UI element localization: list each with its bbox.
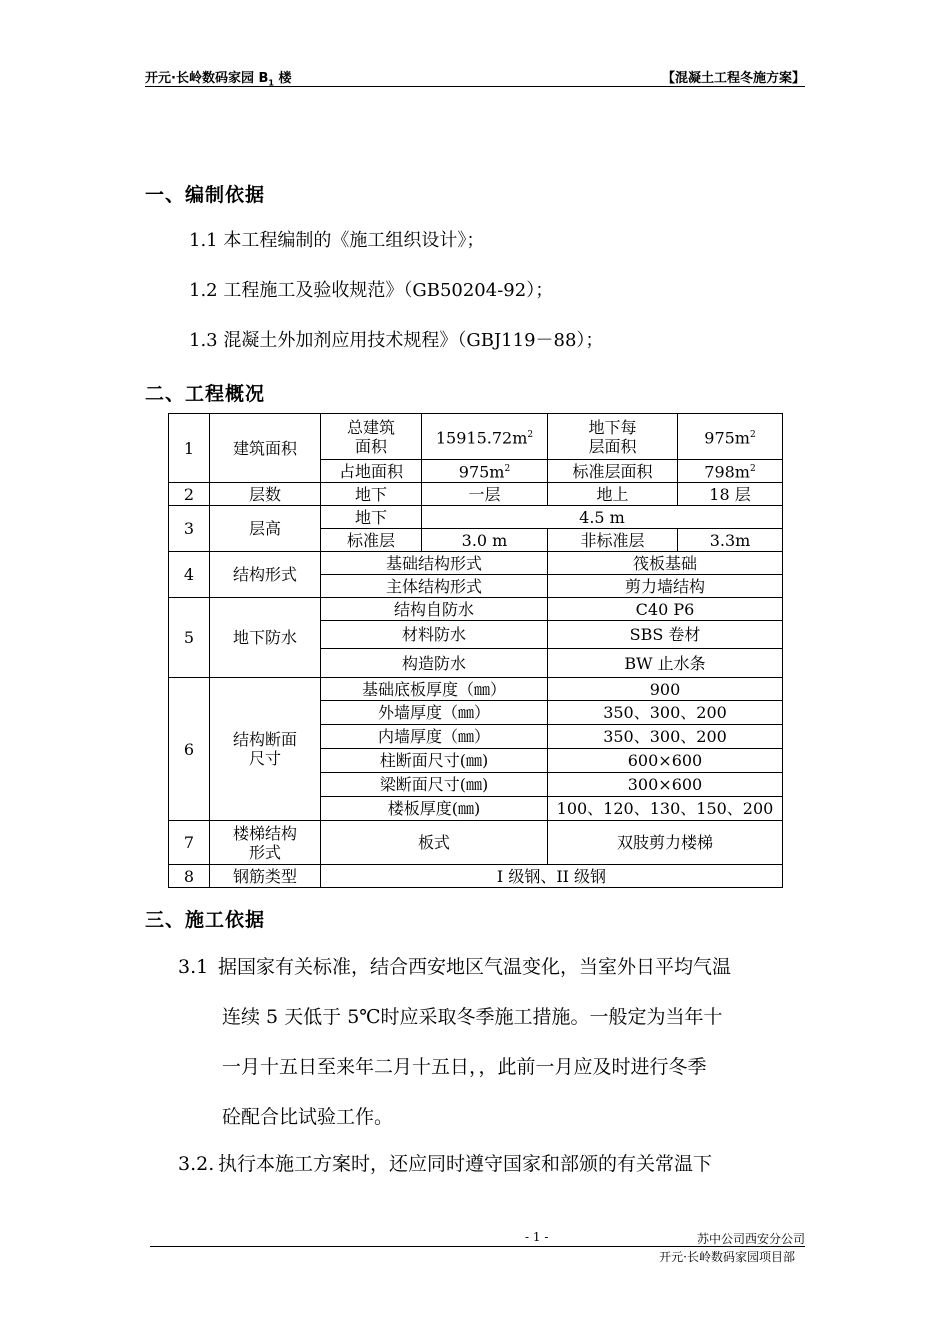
row-label: 地下防水 <box>210 598 321 678</box>
cell-value: I 级钢、II 级钢 <box>321 865 783 888</box>
paragraph-line: 据国家有关标准，结合西安地区气温变化，当室外日平均气温 <box>218 956 732 978</box>
cell-value: $975m^2$ <box>678 414 783 460</box>
cell-key: 地下每 层面积 <box>548 414 678 460</box>
paragraph-number: 3.2. <box>178 1153 215 1175</box>
page-number: - 1 - <box>525 1230 549 1244</box>
table-row <box>169 506 783 529</box>
cell-key: 柱断面尺寸(㎜) <box>321 749 548 773</box>
cell-key: 构造防水 <box>321 649 548 678</box>
table-row <box>169 483 783 506</box>
row-number: 3 <box>169 506 210 552</box>
cell-value: C40 P6 <box>548 598 783 621</box>
table-row <box>169 821 783 865</box>
row-label: 结构断面 尺寸 <box>210 678 321 821</box>
section-title-overview: 二、工程概况 <box>145 383 266 405</box>
cell-key: 结构自防水 <box>321 598 548 621</box>
cell-key: 梁断面尺寸(㎜) <box>321 773 548 797</box>
row-number: 4 <box>169 552 210 598</box>
paragraph-line: 一月十五日至来年二月十五日，，此前一月应及时进行冬季 <box>222 1056 707 1078</box>
cell-key: 外墙厚度（㎜） <box>321 701 548 725</box>
cell-value: SBS 卷材 <box>548 621 783 649</box>
cell-key: 基础底板厚度（㎜） <box>321 678 548 701</box>
cell-key: 地下 <box>321 483 422 506</box>
row-label: 层高 <box>210 506 321 552</box>
paragraph-line: 砼配合比试验工作。 <box>222 1106 394 1128</box>
cell-value: 100、120、130、150、200 <box>548 797 783 821</box>
cell-key: 基础结构形式 <box>321 552 548 575</box>
cell-key: 标准层面积 <box>548 460 678 483</box>
row-label: 楼梯结构 形式 <box>210 821 321 865</box>
paragraph-line: 连续 5 天低于 5℃时应采取冬季施工措施。一般定为当年十 <box>222 1006 723 1028</box>
table-row <box>169 414 783 460</box>
row-number: 2 <box>169 483 210 506</box>
cell-value: 300×600 <box>548 773 783 797</box>
table-row <box>169 865 783 888</box>
basis-item-3: 1.3 混凝土外加剂应用技术规程》（GBJ119－88）； <box>189 330 604 351</box>
row-number: 7 <box>169 821 210 865</box>
paragraph-line: 执行本施工方案时，还应同时遵守国家和部颁的有关常温下 <box>218 1153 713 1175</box>
cell-value: 600×600 <box>548 749 783 773</box>
cell-value: 350、300、200 <box>548 725 783 749</box>
paragraph-number: 3.1 <box>178 956 209 978</box>
cell-key: 材料防水 <box>321 621 548 649</box>
cell-value: 4.5 m <box>422 506 783 529</box>
table-row <box>169 598 783 621</box>
cell-key: 占地面积 <box>321 460 422 483</box>
row-number: 6 <box>169 678 210 821</box>
cell-value: 一层 <box>422 483 548 506</box>
cell-key: 总建筑 面积 <box>321 414 422 460</box>
row-number: 8 <box>169 865 210 888</box>
cell-key: 非标准层 <box>548 529 678 552</box>
row-label: 层数 <box>210 483 321 506</box>
footer-project: 开元·长岭数码家园项目部 <box>659 1250 795 1264</box>
row-label: 钢筋类型 <box>210 865 321 888</box>
cell-key: 地上 <box>548 483 678 506</box>
row-number: 5 <box>169 598 210 678</box>
cell-value: BW 止水条 <box>548 649 783 678</box>
cell-key: 地下 <box>321 506 422 529</box>
header-document-title: 【混凝土工程冬施方案】 <box>661 71 805 86</box>
table-row <box>169 552 783 575</box>
table-row <box>169 678 783 701</box>
header-subscript: 1 <box>268 78 274 88</box>
cell-value: 筏板基础 <box>548 552 783 575</box>
cell-value: 900 <box>548 678 783 701</box>
project-overview-table <box>168 413 783 888</box>
cell-value: $15915.72m^2$ <box>422 414 548 460</box>
cell-value: $975m^2$ <box>422 460 548 483</box>
row-number: 1 <box>169 414 210 483</box>
cell-value: 3.3m <box>678 529 783 552</box>
footer-company: 苏中公司西安分公司 <box>696 1232 805 1246</box>
row-label: 结构形式 <box>210 552 321 598</box>
row-label: 建筑面积 <box>210 414 321 483</box>
basis-item-1: 1.1 本工程编制的《施工组织设计》； <box>189 230 485 251</box>
header-project-title: 开元·长岭数码家园 $B_1$ 楼 <box>145 71 292 88</box>
cell-value: 18 层 <box>678 483 783 506</box>
cell-key: 标准层 <box>321 529 422 552</box>
cell-key: 内墙厚度（㎜） <box>321 725 548 749</box>
cell-value: 双肢剪力楼梯 <box>548 821 783 865</box>
section-title-construction-basis: 三、施工依据 <box>145 909 266 931</box>
cell-value: 3.0 m <box>422 529 548 552</box>
page-header <box>145 64 805 87</box>
cell-value: 350、300、200 <box>548 701 783 725</box>
cell-key: 楼板厚度(㎜) <box>321 797 548 821</box>
cell-key: 主体结构形式 <box>321 575 548 598</box>
basis-item-2: 1.2 工程施工及验收规范》（GB50204-92）； <box>189 280 554 301</box>
cell-value: 剪力墙结构 <box>548 575 783 598</box>
footer-divider <box>150 1246 805 1247</box>
cell-value: $798m^2$ <box>678 460 783 483</box>
section-title-basis: 一、编制依据 <box>145 184 266 206</box>
cell-key: 板式 <box>321 821 548 865</box>
